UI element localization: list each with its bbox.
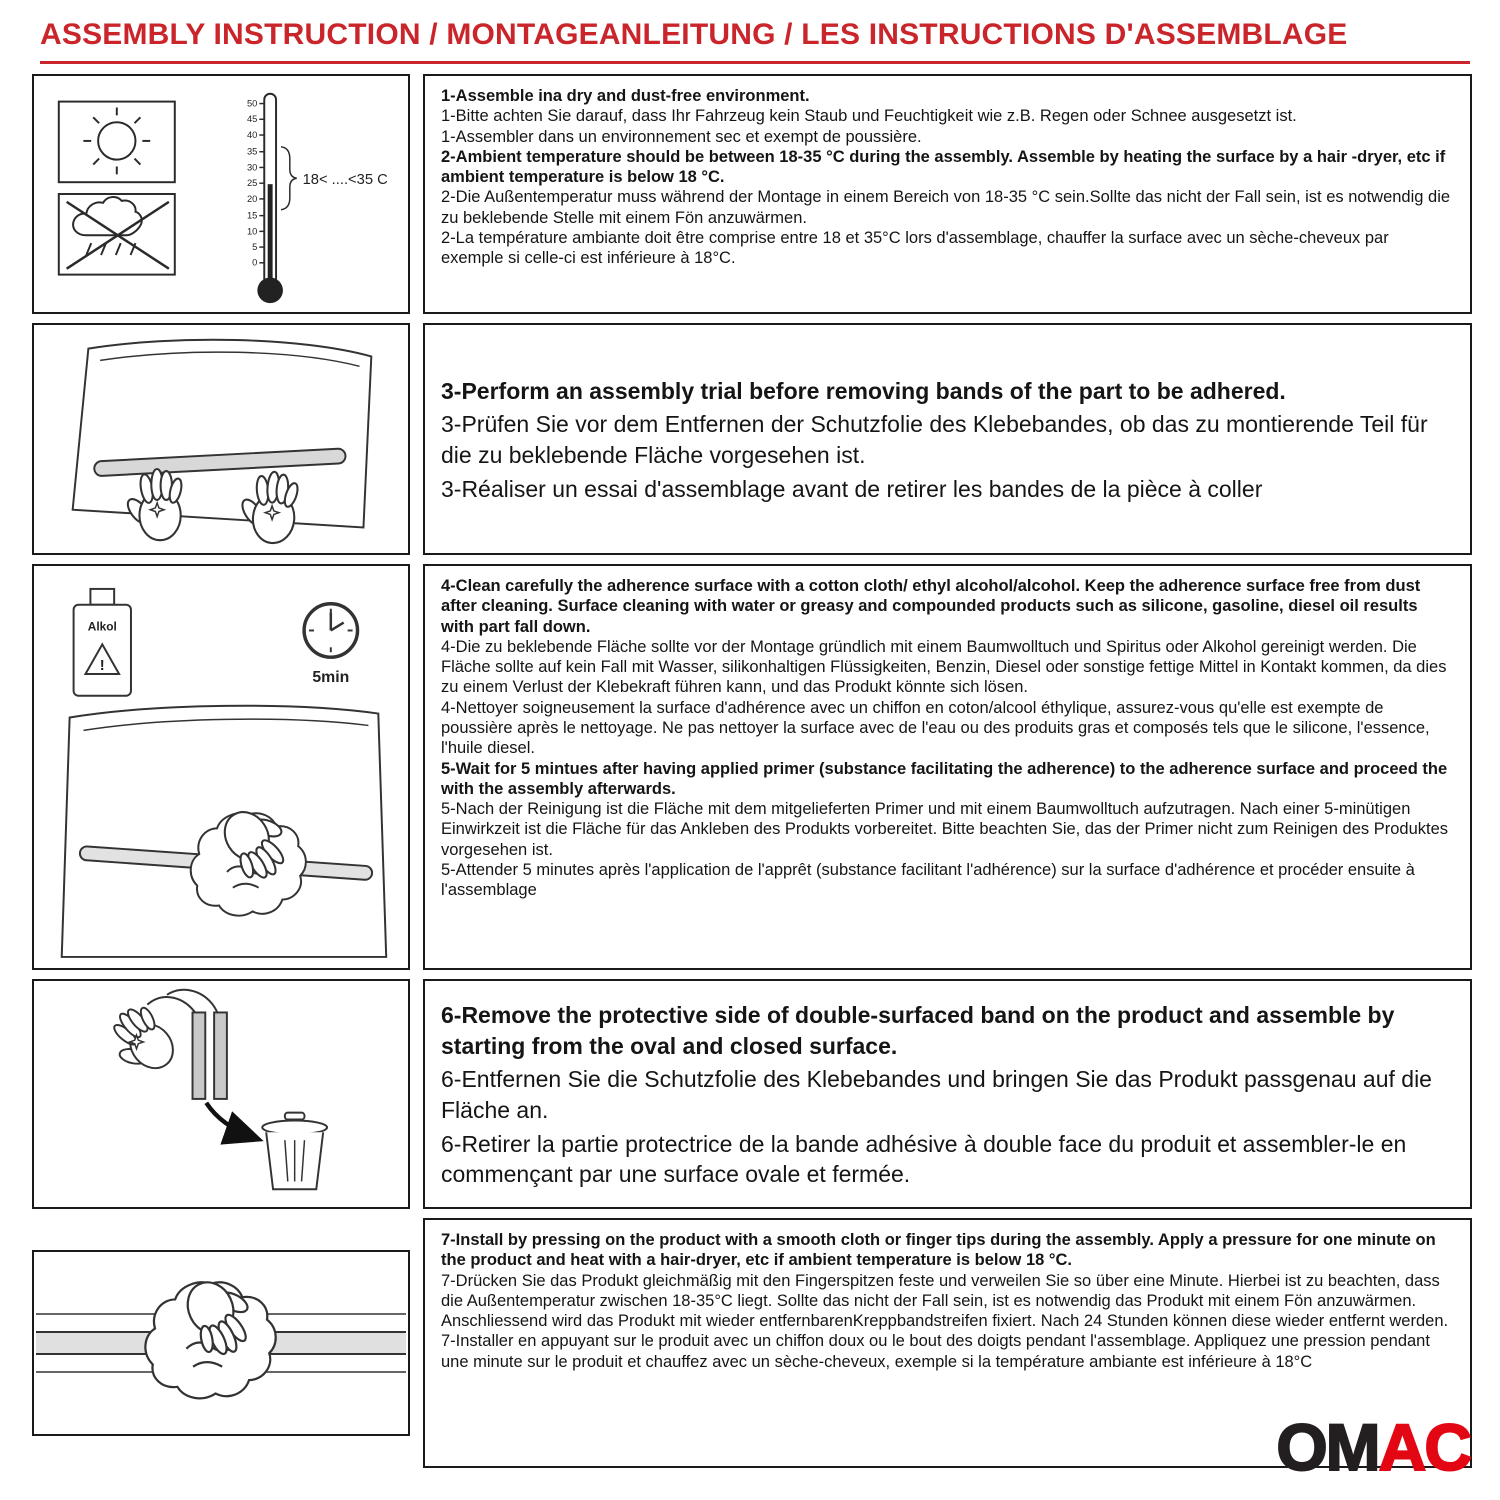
instruction-text: 6-Remove the protective side of double-surfaced band on the product and assemble by starting from the oval and closed surface. <box>441 1002 1395 1059</box>
illustration-temperature <box>32 74 410 314</box>
no-rain-icon <box>67 197 169 269</box>
remove-band-icon <box>36 983 406 1205</box>
instruction-text: 1-Bitte achten Sie darauf, dass Ihr Fahrzeug kein Staub und Feuchtigkeit wie z.B. Regen oder Schnee ausgesetzt ist. <box>441 107 1297 126</box>
instruction-text: 3-Réaliser un essai d'assemblage avant de retirer les bandes de la pièce à coller <box>441 475 1263 502</box>
svg-text:35: 35 <box>246 146 258 157</box>
row-step-3 <box>32 323 1472 555</box>
row-step-6 <box>32 979 1472 1209</box>
svg-text:50: 50 <box>246 98 258 109</box>
instructions-step-6 <box>423 979 1472 1209</box>
assembly-trial-icon <box>36 327 406 551</box>
instruction-text: 5-Attender 5 minutes après l'application de l'apprêt (substance facilitant l'adhérence) sur la surface d'adhérence et procéder ensuite à l'assemblage <box>441 860 1415 900</box>
page-title: ASSEMBLY INSTRUCTION / MONTAGEANLEITUNG / LES INSTRUCTIONS D'ASSEMBLAGE <box>40 18 1470 64</box>
trash-can-icon <box>262 1113 327 1190</box>
svg-text:10: 10 <box>246 226 258 237</box>
instruction-text: 5-Nach der Reinigung ist die Fläche mit dem mitgelieferten Primer und mit einem Baumwolltuch aufzutragen. Nach einer 5-minütigen Einwirkzeit ist die Fläche für das Ankleben des Produkts vorbereitet. Bitte beachten Sie, das der Primer nicht zum Reinigen des Produktes vorgesehen ist. <box>441 800 1449 859</box>
svg-text:20: 20 <box>246 193 258 204</box>
clock-icon <box>304 604 357 686</box>
logo-text-a: A <box>1378 1410 1425 1484</box>
instruction-text: 7-Installer en appuyant sur le produit avec un chiffon doux ou le bout des doigts pendant l'assemblage. Appliquez une pression pendant une minute sur le produit et chauffez avec un sèche-cheveux, exemple si la température ambiante est inférieure à 18°C <box>441 1332 1430 1371</box>
instruction-text: 6-Retirer la partie protectrice de la bande adhésive à double face du produit et assembler-le en commençant par une surface ovale et fermée. <box>441 1130 1407 1188</box>
instruction-text: 3-Perform an assembly trial before removing bands of the part to be adhered. <box>441 377 1286 404</box>
row-step-4-5 <box>32 564 1472 970</box>
instructions-step-3 <box>423 323 1472 555</box>
illustration-assembly-trial <box>32 323 410 555</box>
svg-text:45: 45 <box>246 114 258 125</box>
wait-time-label: 5min <box>312 668 350 686</box>
instruction-text: 1-Assembler dans un environnement sec et exempt de poussière. <box>441 127 922 146</box>
pressing-hand-icon <box>145 1268 275 1398</box>
thermometer-icon <box>247 94 388 303</box>
svg-text:15: 15 <box>246 210 258 221</box>
row-step-1-2 <box>32 74 1472 314</box>
instruction-text: 5-Wait for 5 mintues after having applied primer (substance facilitating the adherence) to the adherence surface and proceed the with the assembly afterwards. <box>441 759 1448 798</box>
instruction-text: 2-Die Außentemperatur muss während der Montage in einem Bereich von 18-35 °C sein.Sollte das nicht der Fall sein, ist es notwendig die zu beklebende Stelle mit einem Fön anzuwärmen. <box>441 188 1451 227</box>
logo-text-om: OM <box>1276 1410 1379 1484</box>
omac-logo <box>1276 1410 1470 1484</box>
temperature-conditions-icon <box>36 78 406 310</box>
instruction-text: 3-Prüfen Sie vor dem Entfernen der Schutzfolie des Klebebandes, ob das zu montierende Teil für die zu beklebende Fläche vorgesehen ist. <box>441 411 1428 468</box>
sun-icon <box>83 107 150 174</box>
illustration-cleaning <box>32 564 410 970</box>
thermometer-scale <box>247 99 257 268</box>
press-product-icon <box>36 1254 406 1432</box>
cleaning-icon <box>36 568 406 966</box>
row-step-7 <box>32 1218 1472 1468</box>
temperature-range-label: 18< ....<35 C <box>302 172 388 189</box>
range-brace <box>281 147 297 210</box>
illustration-remove-band <box>32 979 410 1209</box>
instruction-text: 2-La température ambiante doit être comprise entre 18 et 35°C lors d'assemblage, chauffer la surface avec un sèche-cheveux par exemple si celle-ci est inférieure à 18°C. <box>441 228 1389 268</box>
logo-text-c: C <box>1424 1410 1470 1484</box>
bottle-label: Alkol <box>87 619 117 634</box>
instruction-text: 4-Nettoyer soigneusement la surface d'adhérence avec un chiffon en coton/alcool éthylique, assurez-vous qu'elle est exempte de poussière après le nettoyage. Ne pas nettoyer la surface avec de l'eau ou des produits gras et composés tels que le silicone, l'essence, l'huile diesel. <box>441 698 1430 758</box>
instruction-text: 4-Die zu beklebende Fläche sollte vor der Montage gründlich mit einem Baumwolltuch und Spiritus oder Alkohol gereinigt werden. Die Fläche sollte auf kein Fall mit Wasser, silikonhaltigen Flüssigkeiten, Benzin, Diesel oder sonstige fettige Mittel in Kontakt kommen, da dies zu einem Verlust der Klebekraft führen kann, und das Produkt könnte sich lösen. <box>441 637 1447 697</box>
discard-arrow <box>206 1103 255 1138</box>
instruction-rows <box>32 74 1472 1468</box>
svg-text:40: 40 <box>246 129 258 140</box>
door-panel-outline <box>73 340 372 528</box>
svg-text:0: 0 <box>252 257 258 268</box>
condition-frames <box>59 102 175 275</box>
instruction-text: 2-Ambient temperature should be between 18-35 °C during the assembly. Assemble by heating the surface by a hair -dryer, etc if ambient temperature is below 18 °C. <box>441 147 1446 187</box>
warning-symbol: ! <box>99 658 105 675</box>
instruction-text: 7-Install by pressing on the product with a smooth cloth or finger tips during the assembly. Apply a pressure for one minute on the product and heat with a hair-dryer, etc if ambient temperature is below 18 °C. <box>441 1231 1436 1270</box>
instruction-text: 7-Drücken Sie das Produkt gleichmäßig mit den Fingerspitzen feste und verweilen Sie so über eine Minute. Hierbei ist zu beachten, dass die Außentemperatur zwischen 18-35°C liegt. Sollte das nicht der Fall sein, ist es notwendig das Produkt mit einem Fön anzuwärmen. Anschliessend wird das Produkt mit wieder entfernbarenKreppbandstreifen fixiert. Nach 24 Stunden können diese wieder entfernt werden. <box>441 1271 1449 1331</box>
alcohol-bottle-icon <box>74 589 131 696</box>
instruction-text: 6-Entfernen Sie die Schutzfolie des Klebebandes und bringen Sie das Produkt passgenau auf die Fläche an. <box>441 1066 1432 1123</box>
instruction-text: 4-Clean carefully the adherence surface with a cotton cloth/ ethyl alcohol/alcohol. Keep the adherence surface free from dust after cleaning. Surface cleaning with water or greasy and compounded products such as silicone, gasoline, diesel oil results with part fall down. <box>441 577 1421 636</box>
svg-text:25: 25 <box>246 178 258 189</box>
illustration-press-product <box>32 1250 410 1436</box>
svg-text:30: 30 <box>246 162 258 173</box>
peeling-hand-icon <box>97 998 184 1086</box>
instructions-step-4-5 <box>423 564 1472 970</box>
instructions-step-1-2 <box>423 74 1472 314</box>
instruction-text: 1-Assemble ina dry and dust-free environment. <box>441 87 810 105</box>
svg-text:5: 5 <box>252 242 258 253</box>
